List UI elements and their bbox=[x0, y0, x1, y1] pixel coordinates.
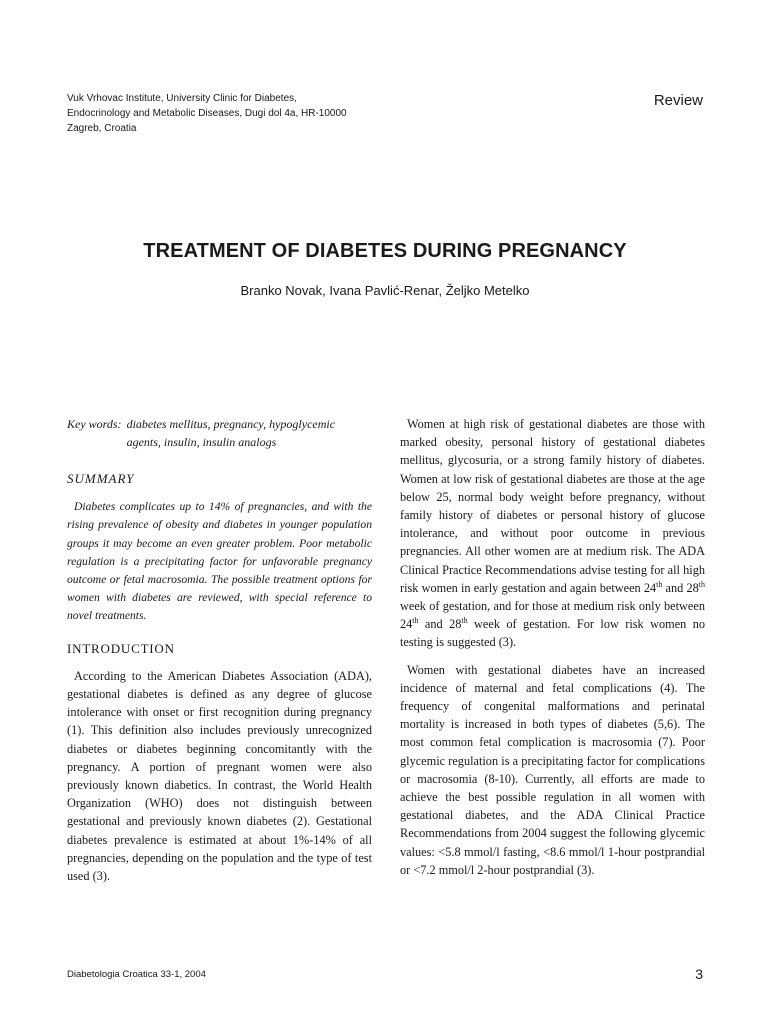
keywords-text: diabetes mellitus, pregnancy, hypoglycemic agents, insulin, insulin analogs bbox=[126, 417, 336, 449]
keywords bbox=[67, 415, 372, 451]
section-label: Review bbox=[653, 92, 703, 109]
superscript: th bbox=[461, 616, 468, 626]
page-number: 3 bbox=[695, 966, 703, 982]
article-authors: Branko Novak, Ivana Pavlić-Renar, Željko Metelko bbox=[240, 283, 530, 298]
journal-citation: Diabetologia Croatica 33-1, 2004 bbox=[67, 969, 206, 980]
right-column bbox=[400, 415, 705, 879]
affiliation-line: Zagreb, Croatia bbox=[67, 123, 137, 134]
introduction-heading: INTRODUCTION bbox=[67, 640, 175, 656]
body-paragraph bbox=[400, 415, 705, 652]
summary-heading: SUMMARY bbox=[67, 471, 135, 486]
introduction-paragraph: According to the American Diabetes Association (ADA), gestational diabetes is defined as any degree of glucose intolerance with onset or first recognition during pregnancy (1). This definition also includes previously unrecognized diabetes or diabetes beginning concomitantly with the pregnancy. A portion of pregnant women were also previously known diabetics. In contrast, the World Health Organization (WHO) does not distinguish between gestational and previously known diabetes (2). Gestational diabetes prevalence is estimated at about 1%-14% of all pregnancies, depending on the population and the type of test used (3). bbox=[67, 668, 372, 884]
body-paragraph: Women with gestational diabetes have an increased incidence of maternal and fetal complications (4). The frequency of congenital malformations and perinatal mortality is increased in both types of diabetes (5,6). The most common fetal complication is macrosomia (7). Poor glycemic regulation is a precipitating factor for complications or macrosomia (8-10). Currently, all efforts are made to achieve the best possible regulation in all women with gestational diabetes, and the ADA Clinical Practice Recommendations from 2004 suggest the following glycemic values: <5.8 mmol/l fasting, <8.6 mmol/l 1-hour postprandial or <7.2 mmol/l 2-hour postprandial (3). bbox=[400, 662, 705, 877]
superscript: th bbox=[698, 579, 705, 589]
author-affiliation bbox=[67, 91, 387, 136]
text-run: Women at high risk of gestational diabetes are those with marked obesity, personal history of gestational diabetes mellitus, glycosuria, or a strong family history of diabetes. Women at low risk of gestational diabetes are those at the age below 25, normal body weight before pregnancy, without family history of diabetes or personal history of glucose intolerance, and without poor outcome in previous pregnancies. All other women are at medium risk. The ADA Clinical Practice Recommendations advise testing for all high risk women in early gestation and again between 24 bbox=[400, 417, 705, 595]
affiliation-line: Vuk Vrhovac Institute, University Clinic for Diabetes, bbox=[67, 93, 297, 104]
text-run: week of gestation, and for those at medium risk only between 24 bbox=[400, 599, 705, 632]
text-run: week of gestation. For low risk women no testing is suggested (3). bbox=[400, 617, 706, 650]
text-run: and 28 bbox=[662, 580, 699, 595]
text-run: and 28 bbox=[418, 617, 462, 632]
summary-text: Diabetes complicates up to 14% of pregnancies, and with the rising prevalence of obesity and diabetes in younger population groups it may become an even greater problem. Poor metabolic regulation is a precipitating factor for unfavorable pregnancy outcome or fetal macrosomia. The possible treatment options for women with diabetes are reviewed, with special reference to novel treatments. bbox=[67, 500, 372, 623]
affiliation-line: Endocrinology and Metabolic Diseases, Dugi dol 4a, HR-10000 bbox=[67, 108, 347, 119]
keywords-label: Key words: bbox=[67, 417, 122, 431]
superscript: th bbox=[412, 616, 419, 626]
superscript: th bbox=[656, 579, 663, 589]
left-column bbox=[67, 415, 372, 885]
article-title: TREATMENT OF DIABETES DURING PREGNANCY bbox=[143, 240, 627, 262]
